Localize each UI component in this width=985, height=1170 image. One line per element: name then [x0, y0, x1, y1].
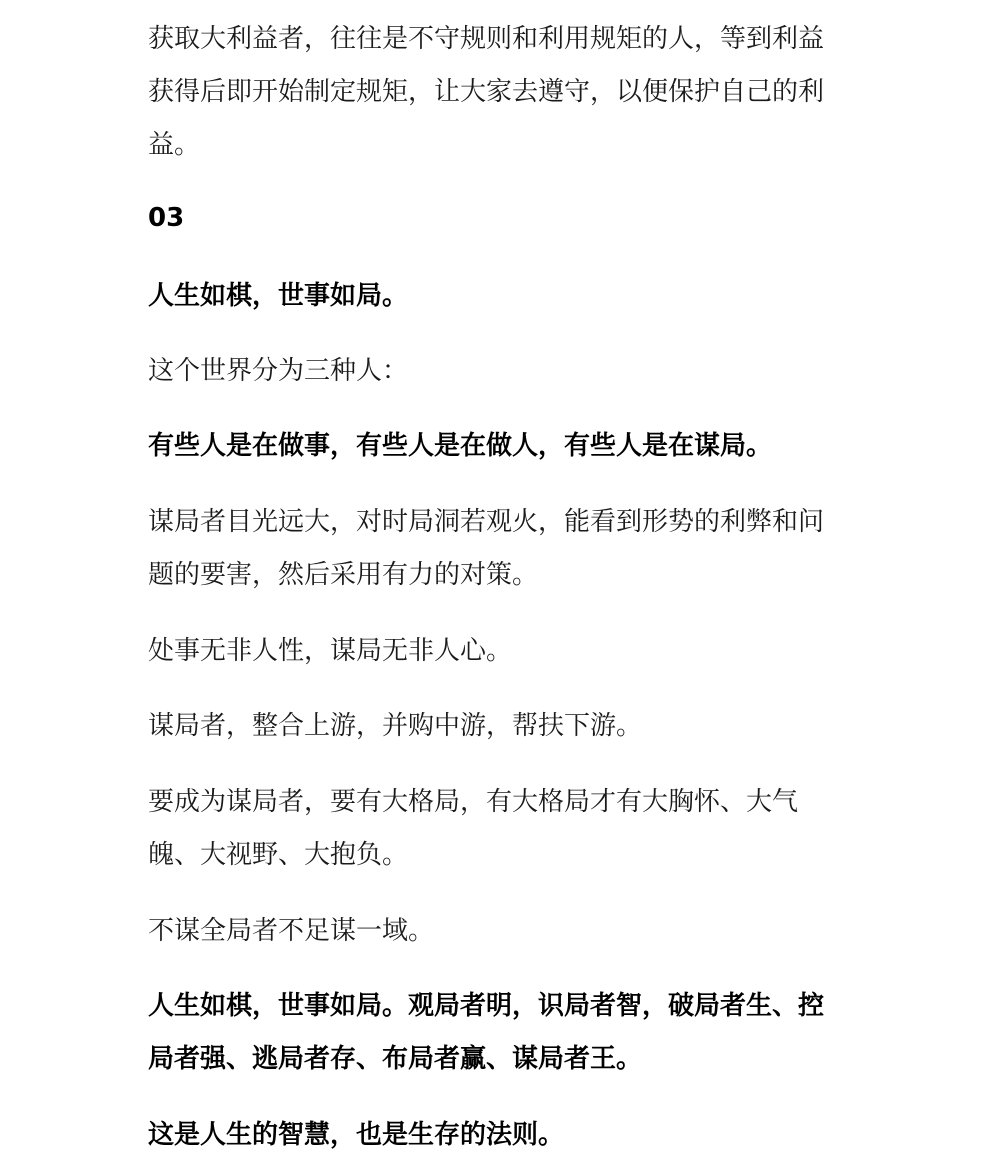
paragraph: 谋局者目光远大，对时局洞若观火，能看到形势的利弊和问题的要害，然后采用有力的对策。 — [148, 507, 825, 590]
paragraph: 要成为谋局者，要有大格局，有大格局才有大胸怀、大气魄、大视野、大抱负。 — [148, 787, 799, 870]
paragraph: 处事无非人性，谋局无非人心。 — [148, 636, 513, 666]
paragraph-bold: 人生如棋，世事如局。 — [148, 281, 409, 311]
paragraph: 不谋全局者不足谋一域。 — [148, 916, 435, 946]
paragraph: 这个世界分为三种人： — [148, 356, 409, 386]
paragraph-intro: 获取大利益者，往往是不守规则和利用规矩的人，等到利益获得后即开始制定规矩，让大家去遵守，以便保护自己的利益。 — [148, 24, 825, 160]
paragraph-bold: 人生如棋，世事如局。观局者明，识局者智，破局者生、控局者强、逃局者存、布局者赢、谋局者王。 — [148, 991, 825, 1074]
paragraph-bold: 有些人是在做事，有些人是在做人，有些人是在谋局。 — [148, 431, 773, 461]
paragraph-bold: 这是人生的智慧，也是生存的法则。 — [148, 1120, 565, 1150]
paragraph: 谋局者，整合上游，并购中游，帮扶下游。 — [148, 711, 643, 741]
section-number: 03 — [148, 203, 185, 233]
